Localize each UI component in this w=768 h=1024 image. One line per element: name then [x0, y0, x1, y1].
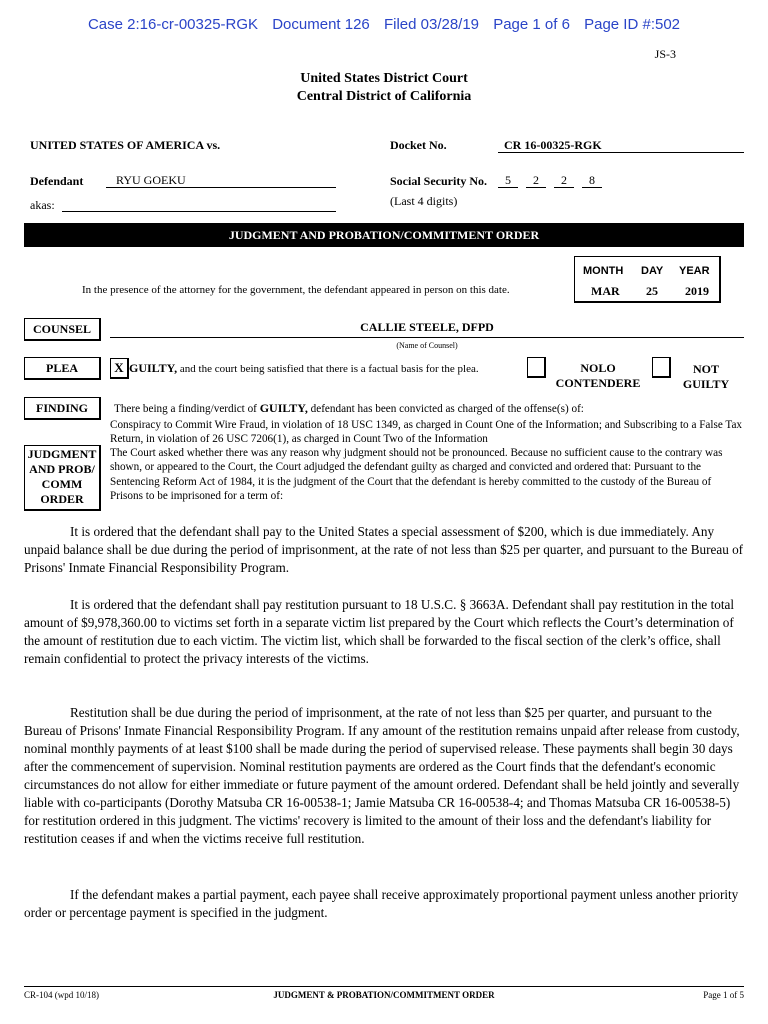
- docket-value: CR 16-00325-RGK: [504, 138, 602, 152]
- judgment-label: [24, 445, 101, 511]
- guilty-plea-text: [129, 361, 479, 376]
- nolo-line-1: NOLO: [580, 361, 616, 375]
- guilty-basis: and the court being satisfied that there is a factual basis for the plea.: [177, 363, 479, 375]
- presence-statement: In the presence of the attorney for the government, the defendant appeared in person on this date.: [82, 284, 510, 296]
- defendant-name: RYU GOEKU: [116, 173, 186, 187]
- guilty-checkbox[interactable]: X: [110, 358, 129, 379]
- ssn-digit-4: 8: [582, 173, 602, 188]
- js-code: JS-3: [654, 47, 676, 61]
- not-line-1: NOT: [692, 362, 719, 376]
- court-district: Central District of California: [296, 89, 472, 104]
- partial-payment-paragraph: [24, 886, 744, 922]
- footer-page: Page 1 of 5: [703, 990, 744, 1000]
- footer-title: JUDGMENT & PROBATION/COMMITMENT ORDER: [273, 990, 495, 1000]
- year-label: YEAR: [679, 265, 710, 277]
- day-value: 25: [646, 284, 658, 298]
- month-value: MAR: [591, 284, 620, 298]
- judgment-label-3: COMM: [41, 477, 83, 491]
- finding-text: [114, 401, 746, 416]
- document-number: Document 126: [272, 16, 370, 33]
- akas-field: [62, 197, 336, 212]
- counsel-field: [110, 320, 744, 338]
- restitution-schedule-paragraph: [24, 704, 744, 848]
- form-number: CR-104 (wpd 10/18): [24, 990, 99, 1000]
- month-label: MONTH: [583, 265, 624, 277]
- order-banner: JUDGMENT AND PROBATION/COMMITMENT ORDER: [24, 223, 744, 247]
- counsel-caption: (Name of Counsel): [396, 341, 458, 350]
- judgment-text: The Court asked whether there was any reason why judgment should not be pronounced. Because no sufficient cause to the contrary was shown, or appeared to the Court, the Court adjudged the defendant guilty as charged and convicted and ordered that: Pursuant to the Sentencing Reform Act of 1984, it is the judgment of the Court that the defendant is hereby committed to the custody of the Bureau of Prisons to be imprisoned for a term of:: [110, 447, 723, 503]
- restitution-paragraph: [24, 596, 744, 668]
- nolo-checkbox[interactable]: [527, 357, 546, 378]
- filing-stamp: [0, 16, 768, 33]
- plaintiff-caption: UNITED STATES OF AMERICA vs.: [30, 138, 221, 152]
- year-value: 2019: [685, 284, 709, 298]
- paragraph-1-text: It is ordered that the defendant shall pay to the United States a special assessment of $200, which is due immediately. Any unpaid balance shall be due during the period of imprisonment, at the rate of not less than $25 per quarter, and pursuant to the Bureau of Prisons' Inmate Financial Responsibility Program.: [24, 524, 744, 575]
- defendant-label: Defendant: [30, 174, 84, 188]
- ssn-digit-2: 2: [526, 173, 546, 188]
- stamp-page: Page 1 of 6: [493, 16, 570, 33]
- nolo-contendere-label: [550, 361, 646, 391]
- docket-label: Docket No.: [390, 138, 447, 152]
- counsel-name: CALLIE STEELE, DFPD: [360, 320, 494, 334]
- finding-label: FINDING: [24, 397, 101, 420]
- not-guilty-checkbox[interactable]: [652, 357, 671, 378]
- ssn-digit-1: 5: [498, 173, 518, 188]
- not-guilty-label: [678, 362, 734, 392]
- counsel-label: COUNSEL: [24, 318, 101, 341]
- assessment-paragraph: [24, 523, 744, 577]
- akas-label: akas:: [30, 198, 55, 212]
- day-label: DAY: [641, 265, 664, 277]
- not-line-2: GUILTY: [682, 377, 730, 391]
- finding-rest: defendant has been convicted as charged of the offense(s) of:: [307, 403, 584, 415]
- ssn-digit-3: 2: [554, 173, 574, 188]
- plea-label: PLEA: [24, 357, 101, 380]
- guilty-word: GUILTY,: [129, 361, 178, 375]
- ssn-label: Social Security No.: [390, 174, 487, 188]
- ssn-note: (Last 4 digits): [390, 194, 458, 208]
- footer-rule: [24, 986, 744, 987]
- paragraph-2-text: It is ordered that the defendant shall pay restitution pursuant to 18 U.S.C. § 3663A. Defendant shall pay restitution in the total amount of $9,978,360.00 to victims set forth in a separate victim list prepared by the Court which reflects the Court’s determination of the amount of restitution due to each victim. The victim list, which shall be forwarded to the fiscal section of the clerk’s office, shall remain confidential to protect the privacy interests of the victims.: [24, 597, 735, 666]
- hearing-date-box: [574, 256, 721, 303]
- finding-lead: There being a finding/verdict of: [114, 403, 260, 415]
- filed-date: Filed 03/28/19: [383, 16, 480, 33]
- offense-description: Conspiracy to Commit Wire Fraud, in violation of 18 USC 1349, as charged in Count One of the Information; and Subscribing to a False Tax Return, in violation of 26 USC 7206(1), as charged in Count Two of the Information: [110, 419, 743, 446]
- paragraph-4-text: If the defendant makes a partial payment, each payee shall receive approximately proportional payment unless another priority order or percentage payment is specified in the judgment.: [24, 887, 739, 920]
- court-name: United States District Court: [300, 71, 468, 86]
- judgment-label-2: AND PROB/: [29, 462, 95, 476]
- docket-field: [498, 138, 744, 153]
- page-id: Page ID #:502: [584, 16, 681, 33]
- finding-verdict: GUILTY,: [259, 401, 308, 415]
- judgment-label-4: ORDER: [40, 492, 84, 506]
- case-number: Case 2:16-cr-00325-RGK: [87, 16, 259, 33]
- judgment-label-1: JUDGMENT: [27, 447, 97, 461]
- nolo-line-2: CONTENDERE: [555, 376, 641, 390]
- defendant-field: [106, 173, 336, 188]
- paragraph-3-text: Restitution shall be due during the period of imprisonment, at the rate of not less than $25 per quarter, and pursuant to the Bureau of Prisons' Inmate Financial Responsibility Program. If any amount of the restitution remains unpaid after release from custody, nominal monthly payments of at least $100 shall be made during the period of supervised release. These payments shall begin 30 days after the commencement of supervision. Nominal restitution payments are ordered as the Court finds that the defendant's economic circumstances do not allow for either immediate or future payment of the amount ordered. Defendant shall be held jointly and severally liable with co-participants (Dorothy Matsuba CR 16-00538-1; Jamie Matsuba CR 16-00538-4; and Thomas Matsuba CR 16-00538-5) for restitution ordered in this judgment. The victims' recovery is limited to the amount of their loss and the defendant's liability for restitution ceases if and when the victims receive full restitution.: [24, 705, 740, 846]
